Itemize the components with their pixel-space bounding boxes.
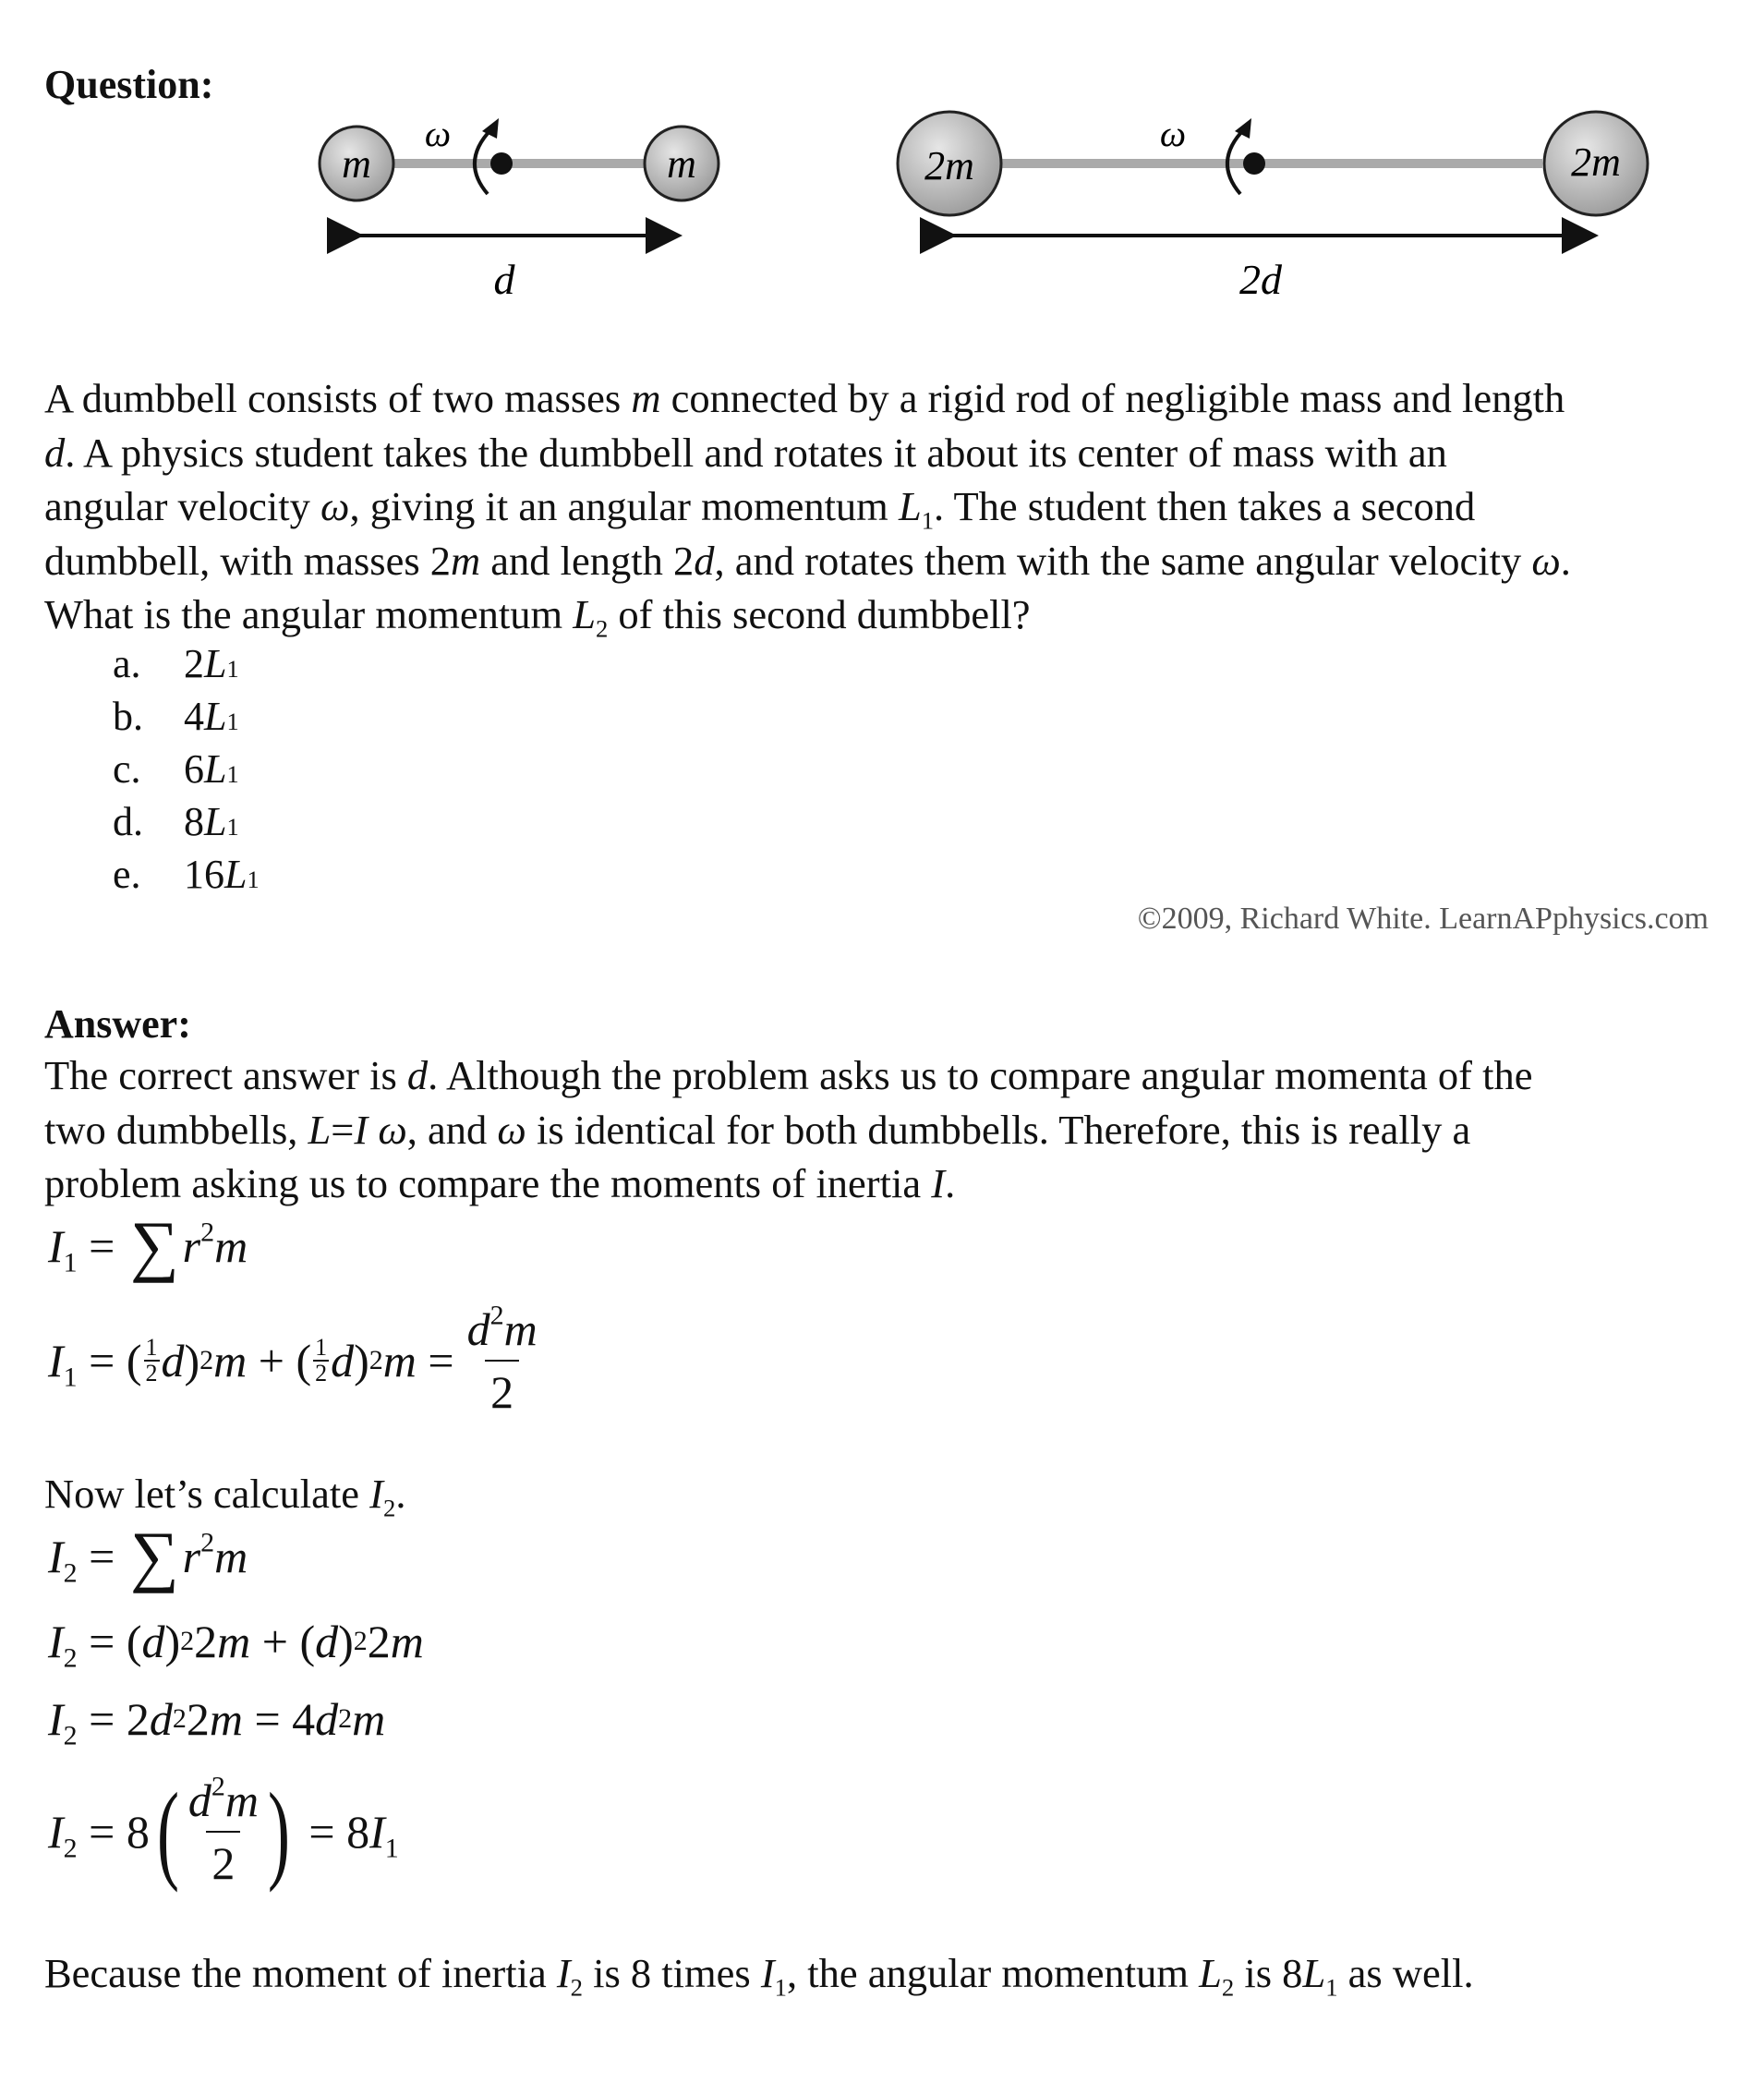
- dumbbell2-mass-right-label: 2m: [1571, 139, 1621, 185]
- dumbbell1-mass-right-label: m: [667, 141, 696, 187]
- dumbbell2-pivot: [1243, 152, 1265, 175]
- choice-d: d. 8 L 1: [113, 799, 239, 844]
- dumbbell1-mass-left-label: m: [342, 141, 371, 187]
- dumbbell2-omega-label: ω: [1159, 113, 1187, 154]
- equation-i1-value: $I_1$ = ( 1 2 d ) 2 m + ( 1 2 d ) 2 m = $\frac{d^2m}{2}$: [48, 1300, 538, 1418]
- now-calculate-text: Now let’s calculate $I_2$.: [44, 1471, 406, 1522]
- dumbbell1-omega-label: ω: [424, 113, 452, 154]
- answer-heading: Answer:: [44, 1001, 191, 1047]
- choice-e: e. 16 L 1: [113, 852, 260, 897]
- dumbbell2-mass-left-label: 2m: [924, 143, 974, 188]
- choice-c: c. 6 L 1: [113, 746, 239, 792]
- choice-b: b. 4 L 1: [113, 694, 239, 739]
- equation-i2-result: $I_2$ = 8 ( $\frac{d^2m}{2}$ ) = 8 $I_1$: [48, 1770, 399, 1893]
- equation-i2-simplify: $I_2$ = 2 d 2 2 m = 4 d 2 m: [48, 1693, 386, 1751]
- dumbbell2-length-label: 2d: [1239, 256, 1282, 303]
- answer-text: The correct answer is d. Although the problem asks us to compare angular momenta of the two dumbbells, L=I ω, and ω is identical for both dumbbells. Therefore, this is really a problem asking us to compare the moments of inertia I.: [44, 1052, 1533, 1206]
- answer-choices: [113, 640, 260, 903]
- dumbbell1-length-label: d: [493, 256, 515, 303]
- choice-a: a. 2 L 1: [113, 641, 239, 686]
- copyright-notice: ©2009, Richard White. LearnAPphysics.com: [1137, 902, 1709, 936]
- conclusion-text: Because the moment of inertia $I_2$ is 8 times $I_1$, the angular momentum $L_2$ is $8L_1$ as well.: [44, 1950, 1474, 2002]
- equation-i1-sum: $I_1$ = ∑ $r^2m$: [48, 1208, 248, 1284]
- dumbbell1-pivot: [490, 152, 513, 175]
- dumbbell-figure: [0, 0, 1764, 333]
- equation-i2-sum: $I_2$ = ∑ $r^2m$: [48, 1519, 248, 1594]
- question-text: A dumbbell consists of two masses m connected by a rigid rod of negligible mass and length d. A physics student takes the dumbbell and rotates it about its center of mass with an angular velocity ω, giving it an angular momentum $L_1$. The student then takes a second dumbbell, with masses 2m and length 2d, and rotates them with the same angular velocity ω. What is the angular momentum $L_2$ of this second dumbbell?: [44, 375, 1571, 643]
- question-heading: Question:: [44, 62, 214, 107]
- equation-i2-expand: $I_2$ = ( d ) 2 2 m + ( d ) 2 2 m: [48, 1616, 424, 1674]
